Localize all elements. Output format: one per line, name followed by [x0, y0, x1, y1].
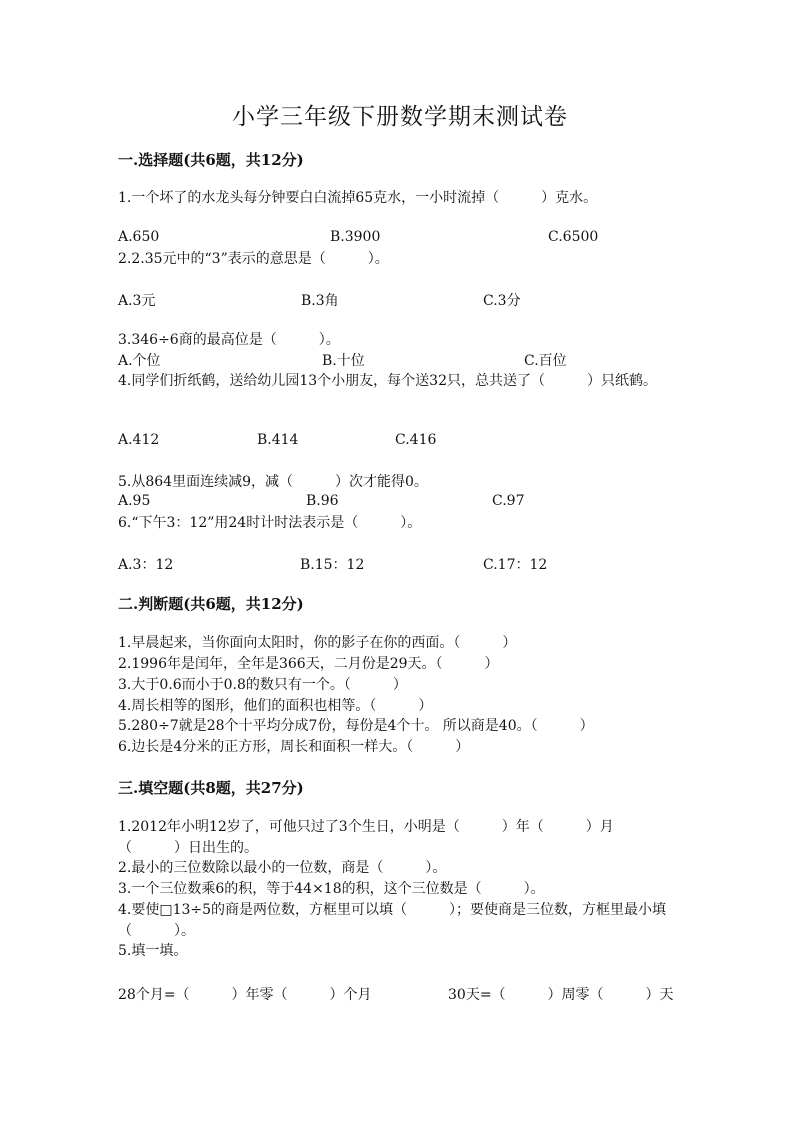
judge-item-3: 3.大于0.6而小于0.8的数只有一个。（ ）: [118, 677, 407, 693]
choice-q2-option-c: C.3分: [483, 293, 521, 309]
page-title: 小学三年级下册数学期末测试卷: [232, 104, 568, 130]
choice-q4-option-a: A.412: [118, 432, 160, 448]
choice-q5-option-a: A.95: [118, 493, 151, 509]
choice-q2-option-a: A.3元: [118, 293, 156, 309]
choice-q3-option-a: A.个位: [118, 353, 161, 369]
choice-q5-option-b: B.96: [306, 493, 339, 509]
choice-question-2: 2.2.35元中的“3”表示的意思是（ ）。: [118, 251, 389, 267]
choice-q6-option-c: C.17：12: [483, 557, 548, 573]
section-heading-judge: 二.判断题(共6题，共12分): [118, 595, 304, 613]
choice-q3-option-c: C.百位: [524, 353, 567, 369]
choice-question-1: 1.一个坏了的水龙头每分钟要白白流掉65克水，一小时流掉（ ）克水。: [118, 190, 598, 206]
choice-question-6: 6.“下午3：12”用24时计时法表示是（ ）。: [118, 515, 422, 531]
section-heading-fill: 三.填空题(共8题，共27分): [118, 779, 304, 797]
fill-question-3: 3.一个三位数乘6的积，等于44×18的积，这个三位数是（ ）。: [118, 881, 545, 897]
choice-question-3: 3.346÷6商的最高位是（ ）。: [118, 332, 340, 348]
fill-q5-right-blank: 30天=（ ）周零（ ）天: [448, 987, 674, 1003]
judge-item-4: 4.周长相等的图形，他们的面积也相等。（ ）: [118, 698, 433, 714]
choice-question-4: 4.同学们折纸鹤，送给幼儿园13个小朋友，每个送32只，总共送了（ ）只纸鹤。: [118, 373, 657, 389]
choice-q5-option-c: C.97: [492, 493, 525, 509]
choice-q3-option-b: B.十位: [322, 353, 365, 369]
choice-q4-option-b: B.414: [257, 432, 299, 448]
fill-question-1: 1.2012年小明12岁了，可他只过了3个生日，小明是（ ）年（ ）月（ ）日出生的。: [118, 819, 614, 856]
judge-item-5: 5.280÷7就是28个十平均分成7份，每份是4个十。 所以商是40。（ ）: [118, 718, 594, 734]
fill-question-2: 2.最小的三位数除以最小的一位数，商是（ ）。: [118, 860, 447, 876]
judge-item-2: 2.1996年是闰年，全年是366天，二月份是29天。（ ）: [118, 656, 499, 672]
choice-q2-option-b: B.3角: [301, 293, 339, 309]
fill-question-5: 5.填一填。: [118, 943, 188, 959]
choice-q1-option-a: A.650: [118, 229, 160, 245]
section-heading-choice: 一.选择题(共6题，共12分): [118, 151, 304, 169]
choice-q6-option-b: B.15：12: [300, 557, 365, 573]
choice-q4-option-c: C.416: [395, 432, 437, 448]
judge-item-6: 6.边长是4分米的正方形，周长和面积一样大。（ ）: [118, 739, 470, 755]
choice-q6-option-a: A.3：12: [118, 557, 174, 573]
choice-q1-option-c: C.6500: [548, 229, 599, 245]
choice-q1-option-b: B.3900: [330, 229, 381, 245]
fill-question-4: 4.要使□13÷5的商是两位数，方框里可以填（ ）；要使商是三位数，方框里最小填（ ）。: [118, 902, 667, 939]
judge-item-1: 1.早晨起来，当你面向太阳时，你的影子在你的西面。（ ）: [118, 635, 517, 651]
fill-q5-left-blank: 28个月=（ ）年零（ ）个月: [118, 987, 372, 1003]
choice-question-5: 5.从864里面连续减9，减（ ）次才能得0。: [118, 474, 428, 490]
